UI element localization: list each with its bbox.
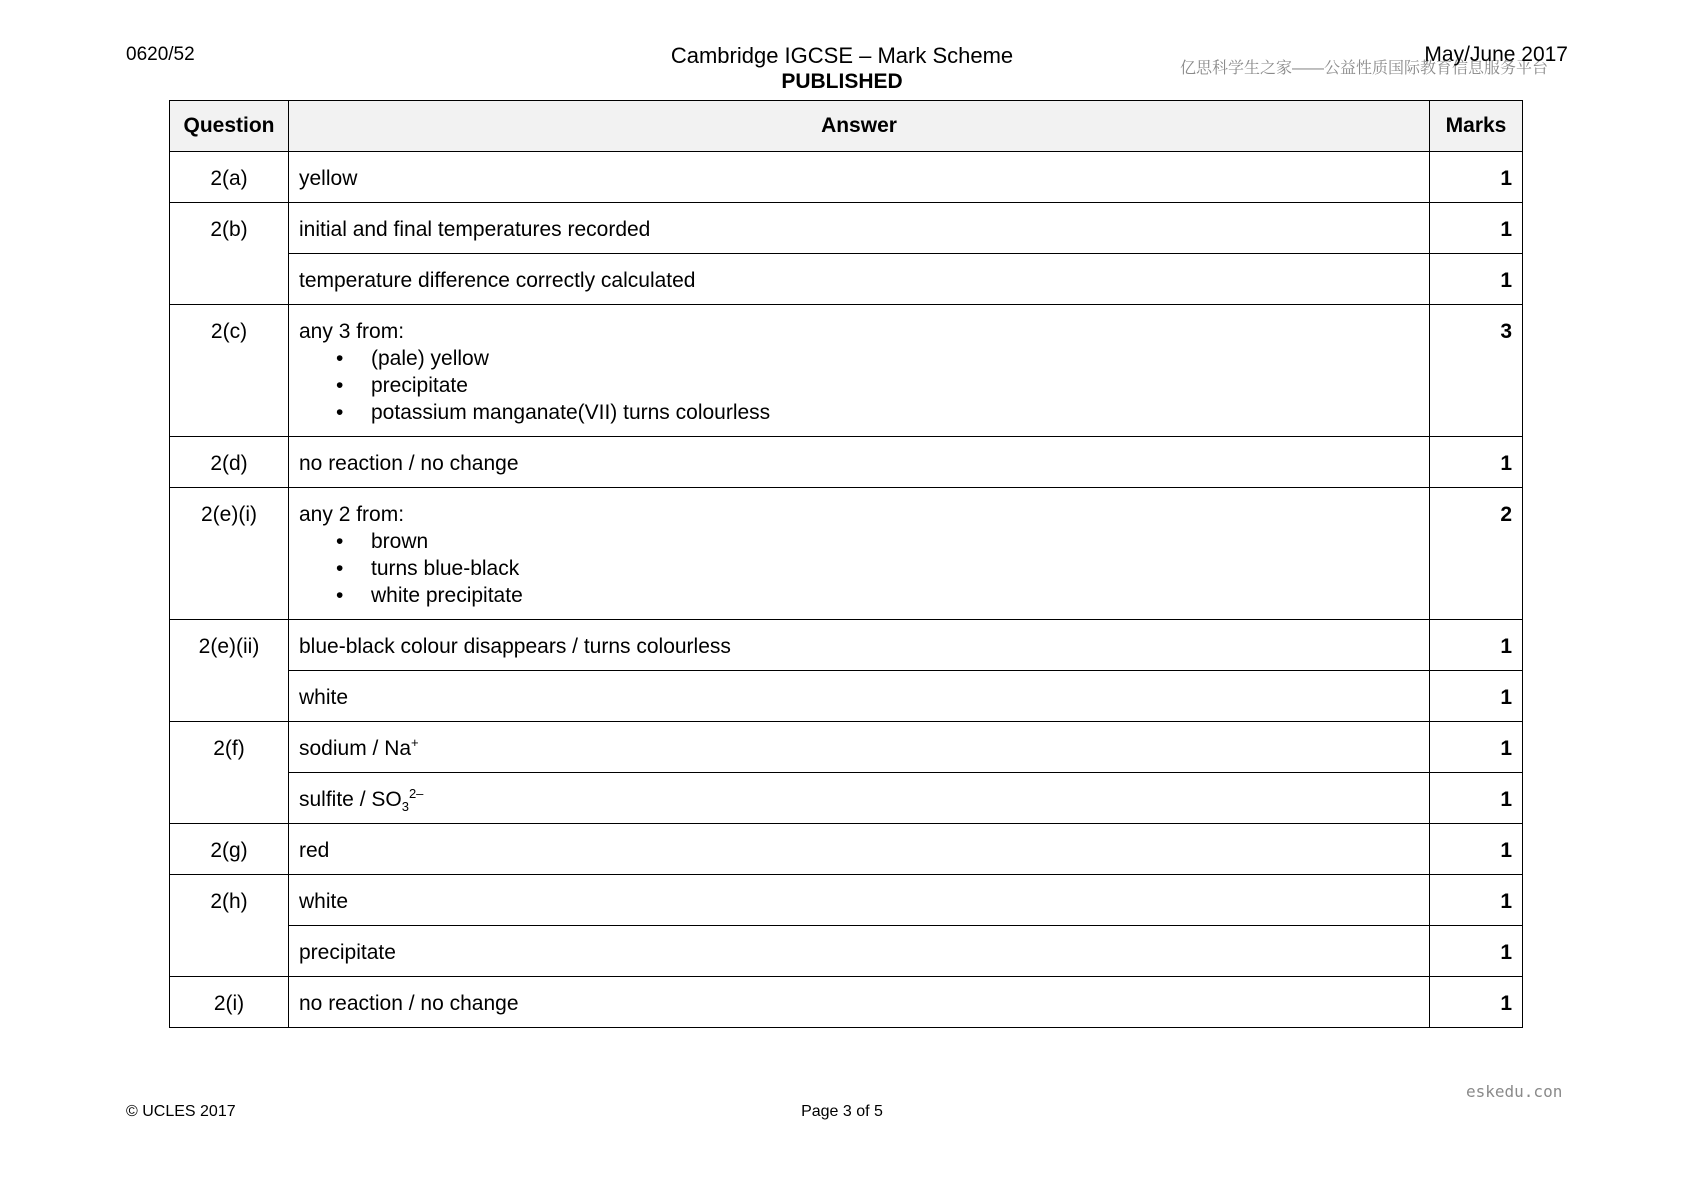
marks-cell: 1 [1430, 722, 1523, 773]
question-cell: 2(e)(ii) [170, 620, 289, 722]
answer-cell: yellow [289, 152, 1430, 203]
ion-charge: + [411, 735, 419, 750]
table-row [170, 977, 1523, 1028]
answer-cell: white [289, 875, 1430, 926]
marks-cell: 1 [1430, 254, 1523, 305]
list-item: • (pale) yellow [371, 345, 1419, 372]
answer-cell: white [289, 671, 1430, 722]
bullet-list [299, 345, 1419, 426]
table-row [170, 203, 1523, 254]
answer-lead: any 2 from: [299, 503, 405, 526]
document-title: Cambridge IGCSE – Mark Scheme [670, 43, 1014, 68]
list-item: • white precipitate [371, 582, 1419, 609]
marks-cell: 1 [1430, 152, 1523, 203]
table-row [170, 437, 1523, 488]
page-number: Page 3 of 5 [801, 1103, 883, 1120]
marks-cell: 1 [1430, 620, 1523, 671]
list-item: • potassium manganate(VII) turns colourless [371, 399, 1419, 426]
table-row [170, 254, 1523, 305]
marks-cell: 1 [1430, 437, 1523, 488]
marks-cell: 1 [1430, 203, 1523, 254]
bullet-list [299, 528, 1419, 609]
list-item: • turns blue-black [371, 555, 1419, 582]
table-row [170, 671, 1523, 722]
list-item: • brown [371, 528, 1419, 555]
answer-cell: temperature difference correctly calculated [289, 254, 1430, 305]
table-header-row [170, 101, 1523, 152]
question-cell: 2(g) [170, 824, 289, 875]
table-row [170, 875, 1523, 926]
marks-cell: 1 [1430, 671, 1523, 722]
marks-cell: 2 [1430, 488, 1523, 620]
question-column-header: Question [170, 101, 289, 152]
marks-cell: 1 [1430, 773, 1523, 824]
question-cell: 2(c) [170, 305, 289, 437]
table-row [170, 773, 1523, 824]
table-row [170, 620, 1523, 671]
marks-cell: 3 [1430, 305, 1523, 437]
paper-code: 0620/52 [126, 44, 195, 65]
marks-cell: 1 [1430, 824, 1523, 875]
answer-cell: precipitate [289, 926, 1430, 977]
list-item: • precipitate [371, 372, 1419, 399]
mark-scheme-table [169, 100, 1523, 1028]
table-row [170, 305, 1523, 437]
question-cell: 2(h) [170, 875, 289, 977]
marks-cell: 1 [1430, 926, 1523, 977]
answer-text: sulfite / SO [299, 788, 402, 811]
question-cell: 2(i) [170, 977, 289, 1028]
question-cell: 2(a) [170, 152, 289, 203]
table-row [170, 926, 1523, 977]
answer-cell [289, 722, 1430, 773]
answer-cell [289, 488, 1430, 620]
footer-watermark: eskedu.con [1466, 1082, 1563, 1101]
table-row [170, 722, 1523, 773]
exam-session: May/June 2017 [1424, 43, 1568, 66]
question-cell: 2(b) [170, 203, 289, 305]
marks-cell: 1 [1430, 977, 1523, 1028]
subscript: 3 [401, 799, 409, 815]
copyright-notice: © UCLES 2017 [126, 1103, 236, 1120]
question-cell: 2(e)(i) [170, 488, 289, 620]
answer-cell: red [289, 824, 1430, 875]
table-row [170, 488, 1523, 620]
table-row [170, 152, 1523, 203]
answer-cell: initial and final temperatures recorded [289, 203, 1430, 254]
watermark-text: 亿思科学生之家——公益性质国际教育信息服务平台 [1180, 60, 1549, 77]
ion-charge: 2– [408, 786, 424, 801]
answer-lead: any 3 from: [299, 320, 405, 343]
answer-text: sodium / Na [299, 737, 412, 760]
question-cell: 2(d) [170, 437, 289, 488]
answer-cell [289, 305, 1430, 437]
answer-cell: no reaction / no change [289, 437, 1430, 488]
marks-cell: 1 [1430, 875, 1523, 926]
marks-column-header: Marks [1430, 101, 1523, 152]
answer-cell: no reaction / no change [289, 977, 1430, 1028]
answer-cell [289, 773, 1430, 824]
answer-column-header: Answer [289, 101, 1430, 152]
published-label: PUBLISHED [781, 70, 903, 93]
table-row [170, 824, 1523, 875]
answer-cell: blue-black colour disappears / turns colourless [289, 620, 1430, 671]
page-header [592, 43, 1092, 95]
question-cell: 2(f) [170, 722, 289, 824]
